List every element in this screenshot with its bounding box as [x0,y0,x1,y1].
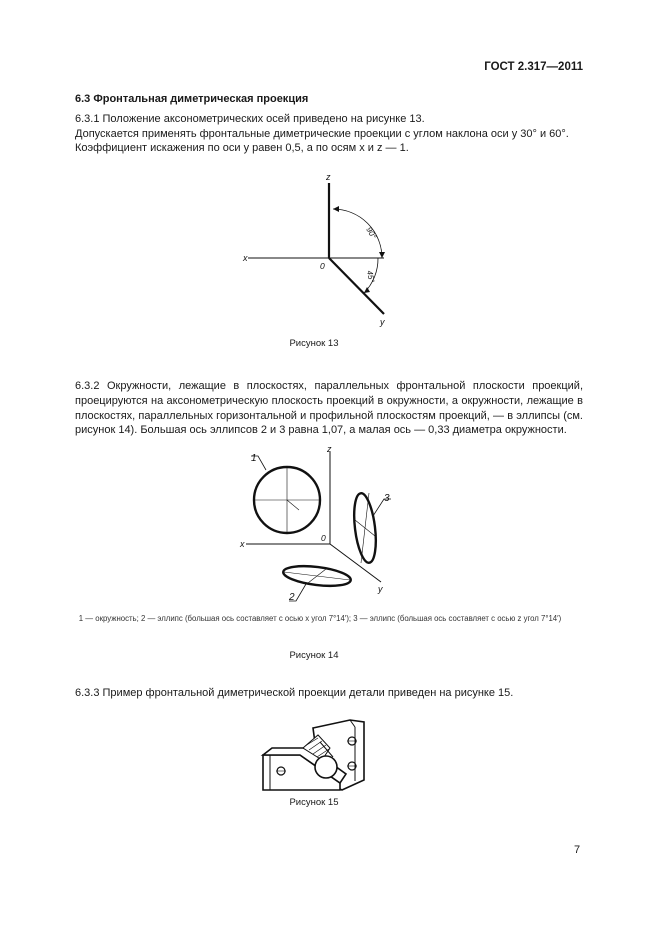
label-z: z [327,444,332,454]
figure-15-caption: Рисунок 15 [289,797,339,808]
label-origin: 0 [321,533,326,543]
page-number: 7 [574,844,581,856]
arrow-head [364,287,370,293]
y-axis [329,258,384,314]
label-x: x [243,253,248,263]
circle-1-radius [287,500,299,510]
label-y: y [378,584,383,594]
label-1: 1 [251,453,257,464]
y-axis [330,544,381,582]
figure-14 [239,444,391,603]
ellipse-3-minor-axis [355,520,375,536]
figure-15-part-drawing [263,720,364,790]
paragraph-line: 6.3.1 Положение аксонометрических осей приведено на рисунке 13. [75,113,425,125]
paragraph-line: 6.3.3 Пример фронтальной диметрической проекции детали приведен на рисунке 15. [75,687,514,699]
label-y: y [380,317,385,327]
ellipse-2-minor-axis [308,569,326,583]
figure-14-caption: Рисунок 14 [289,650,339,661]
paragraph-6-3-2: 6.3.2 Окружности, лежащие в плоскостях, параллельных фронтальной плоскости проекций, проецируются на аксонометрическую плоскость проекций в окружности, а окружности, лежащие в плоскостях, параллельных горизонтальной и профильной плоскостям проекций, — в эллипсы (см. рисунок 14). Большая ось эллипсов 2 и 3 равна 1,07, а малая ось — 0,33 диаметра окружности. [75,380,583,437]
paragraph-line: Коэффициент искажения по оси y равен 0,5, а по осям x и z — 1. [75,142,409,154]
section-title: 6.3 Фронтальная диметрическая проекция [75,93,309,105]
arrow-head [379,252,385,258]
label-z: z [326,172,331,182]
label-origin: 0 [320,261,325,271]
angle-label-45: 45° [365,269,376,284]
label-2: 2 [289,592,295,603]
label-x: x [240,539,245,549]
arrow-head [333,206,339,212]
figure-13 [242,172,385,327]
paragraph-line: Допускается применять фронтальные диметрические проекции с углом наклона оси y 30° и 60°. [75,127,569,140]
figure-14-note: 1 — окружность; 2 — эллипс (большая ось составляет с осью x угол 7°14′); 3 — эллипс (большая ось составляет с осью z угол 7°14′) [78,614,562,623]
document-header: ГОСТ 2.317—2011 [484,61,583,73]
label-3: 3 [384,493,390,504]
paragraph-6-3-3 [75,686,513,701]
figure-13-caption: Рисунок 13 [289,338,339,349]
angle-label-90: 90° [364,225,379,241]
